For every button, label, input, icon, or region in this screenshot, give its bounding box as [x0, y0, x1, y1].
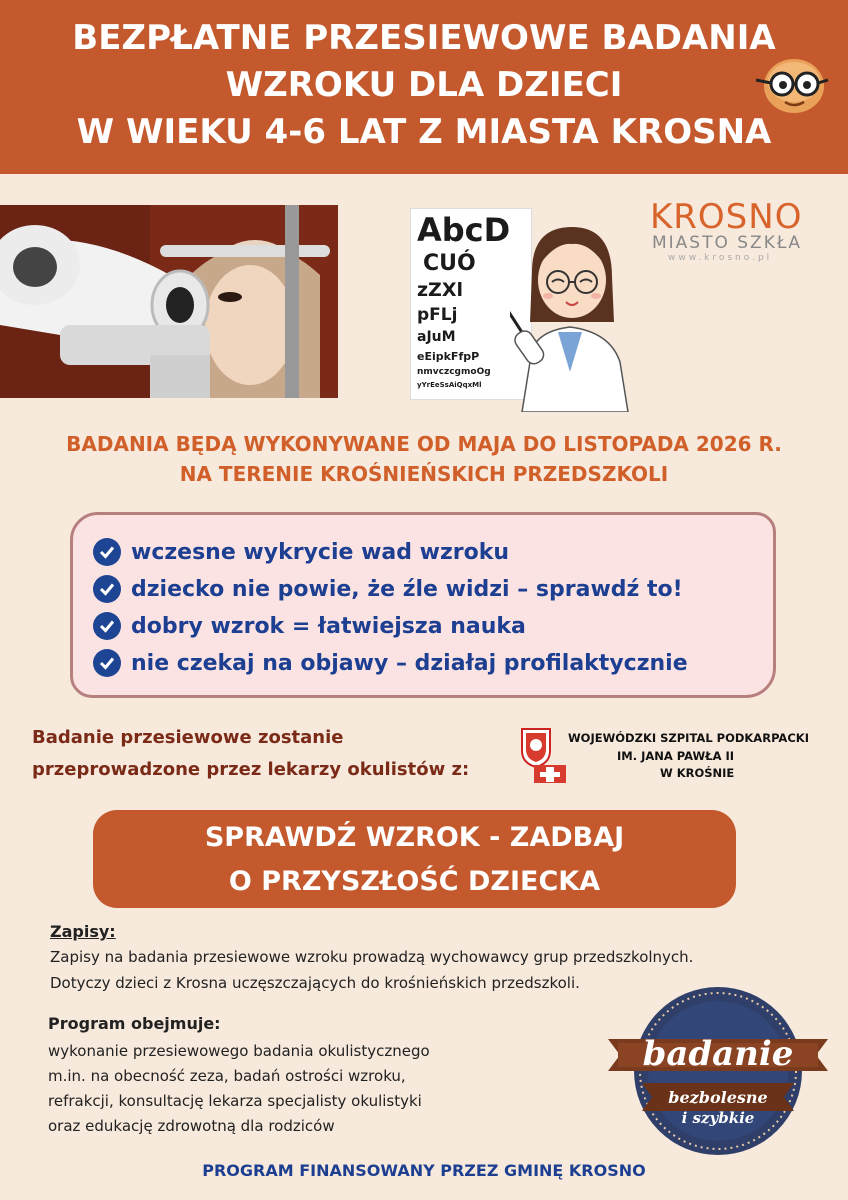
- slogan-banner: [93, 810, 736, 908]
- signup-line-1: Zapisy na badania przesiewowe wzroku prowadzą wychowawcy grup przedszkolnych.: [50, 948, 694, 966]
- header-title-line-3: W WIEKU 4-6 LAT Z MIASTA KROSNA: [76, 112, 772, 152]
- eye-chart-row: eEipkFfpP: [417, 350, 480, 363]
- info-line-1: BADANIA BĘDĄ WYKONYWANE OD MAJA DO LISTOPADA 2026 R.: [66, 432, 782, 456]
- eye-chart-row: AbcD: [417, 211, 511, 249]
- smiley-glasses-icon: [752, 56, 832, 116]
- eye-chart-row: zZXl: [417, 279, 463, 301]
- child-eye-exam-photo: [0, 205, 338, 398]
- program-line-2: m.in. na obecność zeza, badań ostrości wzroku,: [48, 1067, 406, 1085]
- benefit-text: wczesne wykrycie wad wzroku: [131, 539, 510, 565]
- program-line-3: refrakcji, konsultację lekarza specjalisty okulistyki: [48, 1092, 422, 1110]
- eye-chart-row: yYrEeSsAiQqxMl: [417, 381, 482, 389]
- check-circle-icon: [93, 575, 121, 603]
- benefit-item: [93, 611, 526, 641]
- eye-chart-row: pFLj: [417, 305, 458, 325]
- info-line-2: NA TERENIE KROŚNIEŃSKICH PRZEDSZKOLI: [179, 462, 669, 486]
- badge-line-1: bezbolesne: [668, 1088, 768, 1107]
- signup-line-2: Dotyczy dzieci z Krosna uczęszczających do krośnieńskich przedszkoli.: [50, 974, 580, 992]
- slogan-line-1: SPRAWDŹ WZROK - ZADBAJ: [204, 822, 625, 853]
- benefit-item: [93, 537, 509, 567]
- eye-chart-row: aJuM: [417, 329, 456, 345]
- slogan-line-2: O PRZYSZŁOŚĆ DZIECKA: [228, 866, 601, 897]
- hospital-name-line-3: W KROŚNIE: [660, 766, 735, 780]
- performed-by-line-2: przeprowadzone przez lekarzy okulistów z:: [32, 759, 470, 780]
- eye-chart-row: nmvczcgmoOg: [417, 367, 491, 377]
- benefit-item: [93, 574, 683, 604]
- krosno-logo-word: KROSNO: [650, 197, 803, 237]
- header-title-line-2: WZROKU DLA DZIECI: [225, 65, 623, 105]
- program-line-1: wykonanie przesiewowego badania okulistycznego: [48, 1042, 430, 1060]
- benefit-item: [93, 648, 688, 678]
- hospital-emblem-icon: [520, 727, 568, 785]
- badge-line-2: i szybkie: [681, 1109, 755, 1127]
- krosno-logo-subtitle: MIASTO SZKŁA: [652, 233, 803, 253]
- header-title-line-1: BEZPŁATNE PRZESIEWOWE BADANIA: [72, 18, 776, 58]
- benefits-box: [70, 512, 776, 698]
- check-circle-icon: [93, 538, 121, 566]
- check-circle-icon: [93, 649, 121, 677]
- program-line-4: oraz edukację zdrowotną dla rodziców: [48, 1117, 335, 1135]
- footer-funding-note: PROGRAM FINANSOWANY PRZEZ GMINĘ KROSNO: [202, 1161, 646, 1180]
- badge-seal: [602, 983, 834, 1158]
- benefit-text: dziecko nie powie, że źle widzi – sprawdź to!: [131, 576, 683, 602]
- check-circle-icon: [93, 612, 121, 640]
- signup-heading: Zapisy:: [50, 922, 116, 941]
- benefit-text: dobry wzrok = łatwiejsza nauka: [131, 613, 526, 639]
- hospital-name-line-2: IM. JANA PAWŁA II: [617, 749, 735, 763]
- header-banner: [0, 0, 848, 174]
- doctor-illustration: [510, 222, 640, 412]
- krosno-logo: [640, 195, 830, 275]
- hospital-name-line-1: WOJEWÓDZKI SZPITAL PODKARPACKI: [568, 731, 809, 745]
- performed-by-line-1: Badanie przesiewowe zostanie: [32, 727, 344, 748]
- eye-chart-row: CUÓ: [423, 251, 476, 276]
- program-heading: Program obejmuje:: [48, 1014, 221, 1033]
- badge-word: badanie: [642, 1034, 794, 1074]
- benefit-text: nie czekaj na objawy – działaj profilaktycznie: [131, 650, 688, 676]
- krosno-logo-url: www.krosno.pl: [668, 253, 773, 263]
